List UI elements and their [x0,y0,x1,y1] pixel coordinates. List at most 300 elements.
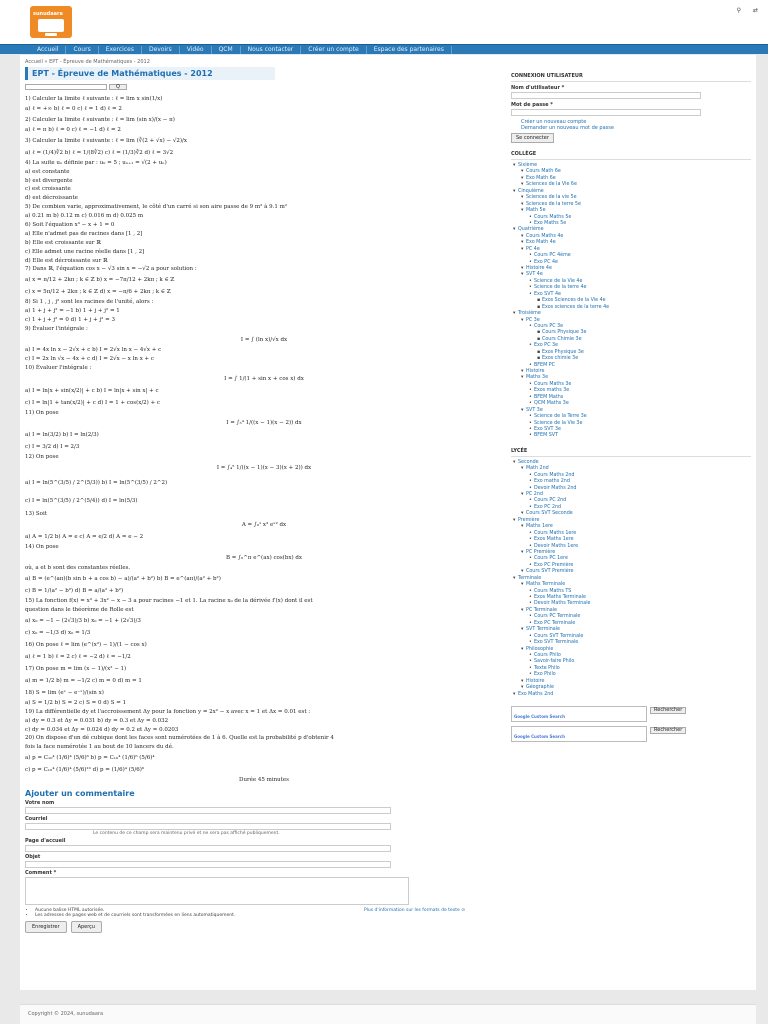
tree-item-label: Devoir Maths Terminale [534,601,591,607]
content-search [25,84,503,90]
exam-line: 14) On pose [25,544,59,551]
tree-expand-icon: ▾ [521,246,524,252]
tree-expand-icon: ▾ [521,201,524,207]
college-tree [511,163,751,440]
tree-item-label: Science de la Vie 3e [534,420,583,426]
tree-item-label: Exo SVT 3e [534,426,561,432]
tree-expand-icon: ▾ [521,607,524,613]
exam-line: b) est divergente [25,177,73,184]
tree-item[interactable] [511,433,751,439]
bullet-icon: • [529,381,532,387]
exam-line: c) Elle admet une racine réelle dans [1 , 2] [25,248,145,255]
tree-item-label: Exos Sciences de la Vie 4e [542,298,606,304]
tree-item-label: Exo PC 4e [534,259,558,265]
search-input[interactable] [25,84,107,90]
exam-line: 15) La fonction f(x) = x³ + 3x² − x − 3 a pour racines −1 et 1. La racine x₀ de la dérivée f′(x) dont il est [25,598,313,605]
bullet-icon: • [529,640,532,646]
bullet-icon: ▪ [537,304,541,310]
search-icon[interactable]: ⚲ [736,7,742,14]
bullet-icon: • [529,343,532,349]
exam-line: b) Elle est croissante sur ℝ [25,239,101,246]
tree-item-label: Exo SVT 4e [534,291,561,297]
exam-line: a) ℓ = (1/4)∛2 b) ℓ = 1/(8∛2) c) ℓ = (1/3)∛2 d) ℓ = 3√2 [25,149,174,156]
bullet-icon: ▪ [537,330,541,336]
exam-line: c) 1 + j + j² = 0 d) 1 + j + j² = 3 [25,317,115,324]
tree-item-label: Cours Physique 3e [542,330,587,336]
tree-item-label: Exo PC Terminale [534,620,576,626]
exam-line: a) dy = 0.3 et Δy = 0.031 b) dy = 0.3 et Δy = 0.032 [25,717,169,724]
tree-item-label: Sciences de la terre 5e [526,201,582,207]
lycee-block [511,448,751,698]
exam-content [25,93,503,785]
exam-line: c) I = ln(5^(3/5) / 2^(5/4)) d) I = ln(5/3) [25,498,138,505]
logo-stand-shape [45,33,57,36]
exam-line: I = ∫ 1/(1 + sin x + cos x) dx [224,375,304,382]
lycee-tree [511,460,751,698]
tree-item-label: Cours PC Terminale [534,614,581,620]
exam-line: 7) Dans ℝ, l'équation cos x − √3 sin x = −√2 a pour solution : [25,266,197,273]
bullet-icon: • [529,652,532,658]
tree-item-label: Maths 1ere [526,524,553,530]
custom-search-input[interactable] [511,706,647,722]
nav-item-exercices[interactable]: Exercices [99,46,142,54]
bullet-icon: • [529,259,532,265]
page-container [20,55,756,990]
exam-line: 17) On pose m = lim (x − 1)/(x² − 1) [25,665,127,672]
tree-expand-icon: ▾ [521,195,524,201]
tree-item-label: Maths Terminale [526,582,566,588]
exam-line: 11) On pose [25,409,59,416]
tree-item-label: Cours PC 3e [534,323,564,329]
tree-item-label: Sciences de la vie 5e [526,195,577,201]
bullet-icon: • [529,543,532,549]
username-label: Nom d'utilisateur * [511,85,565,91]
bullet-icon: • [529,285,532,291]
tree-item-label: Exos Maths 1ere [534,537,574,543]
tree-expand-icon: ▾ [521,646,524,652]
exam-line: 18) S = lim (eˣ − e⁻ˣ)/(sin x) [25,689,104,696]
password-label: Mot de passe * [511,102,553,108]
homepage-field[interactable] [25,845,391,852]
exam-line: a) 0.21 m b) 0.12 m c) 0.016 m d) 0.025 m [25,213,144,220]
tree-item-label: Troisième [518,311,541,317]
tree-expand-icon: ▾ [521,317,524,323]
save-button[interactable]: Enregistrer [25,921,67,933]
exam-line: a) ℓ = +∞ b) ℓ = 0 c) ℓ = 1 d) ℓ = 2 [25,106,122,112]
login-title: CONNEXION UTILISATEUR [511,73,751,82]
tree-item-label: Exo Philo [534,672,556,678]
tree-item-label: PC Première [526,549,556,555]
page-title: EPT - Épreuve de Mathématiques - 2012 [25,67,275,80]
comment-form [25,789,503,933]
tree-item-label: Devoir Maths 2nd [534,485,577,491]
tree-item-label: Exo Maths 2nd [518,691,554,697]
tree-item-label: Math 5e [526,208,546,214]
tree-expand-icon: ▾ [513,311,516,317]
tree-item-label: Cours Math 6e [526,169,561,175]
exam-line: question dans le théorème de Rolle est [25,606,134,613]
tree-item-label: PC 4e [526,246,540,252]
exam-line: fois la face numérotée 1 au bout de 10 lancers du dé. [25,744,174,751]
exam-line: I = ∫₄⁵ 1/((x − 1)(x − 3)(x + 2)) dx [216,465,312,472]
format-tip: • Les adresses de pages web et de courriels sont transformées en liens automatiquement. [35,913,235,918]
bullet-icon: ▪ [537,298,541,304]
nav-item-devoirs[interactable]: Devoirs [142,46,180,54]
exam-line: d) est décroissante [25,195,78,202]
tree-expand-icon: ▾ [521,492,524,497]
lycee-title: LYCÉE [511,448,751,457]
tree-expand-icon: ▾ [521,549,524,555]
bullet-icon: • [529,401,532,407]
tree-expand-icon: ▾ [521,169,524,175]
custom-search-2 [511,726,751,742]
custom-search-input[interactable] [511,726,647,742]
nav-item-contact[interactable]: Nous contacter [241,46,302,54]
login-block [511,73,751,143]
comment-label: Comment * [25,870,57,877]
tree-item-label: Terminale [518,575,542,581]
exam-line: a) p = C₁₀⁴ (1/6)⁴ (5/6)⁶ b) p = C₁₀⁴ (1/6)⁶ (5/6)⁴ [25,755,155,762]
exam-line: a) ℓ = 1 b) ℓ = 2 c) ℓ = −2 d) ℓ = −1/2 [25,653,131,660]
tree-item-label: Cours Maths TS [534,588,572,594]
google-logo: Google Custom Search [514,714,565,719]
bullet-icon: • [529,485,532,491]
tree-item-label: Cours Chimie 3e [542,336,582,342]
tree-item-label: Savoir-faire Philo [534,659,575,665]
tree-item-label: SVT Terminale [526,627,561,633]
nav-item-accueil[interactable]: Accueil [30,46,66,54]
exam-line: c) est croissante [25,186,71,193]
exam-line: a) x₀ = −1 − (2√3)/3 b) x₀ = −1 + (2√3)/3 [25,617,141,624]
tree-expand-icon: ▾ [521,182,524,188]
request-password-link[interactable]: Demander un nouveau mot de passe [521,125,614,131]
share-icon[interactable]: ⇄ [752,7,758,14]
exam-line: c) I = ln|1 + tan(x/2)| + c d) I = 1 + cos(x/2) + c [25,399,161,406]
tree-item-label: Cinquième [518,188,544,194]
tree-item-label: Cours Maths 5e [534,214,572,220]
exam-line: 19) La différentielle dy et l'accroissement Δy pour la fonction y = 2x² − x avec x = 1 et Δx = 0.01 est : [25,708,311,715]
name-label: Votre nom [25,800,55,807]
bullet-icon: • [529,388,532,394]
tree-expand-icon: ▾ [521,266,524,271]
format-tip: • Aucune balise HTML autorisée. [35,908,235,913]
tree-item-label: Texte Philo [534,665,560,671]
exam-line: 4) La suite uₙ définie par : u₀ = 5 ; uₙ₊₁ = √(2 + uₙ) [25,159,167,166]
bullet-icon: • [529,394,532,400]
nav-list [30,46,452,54]
tree-item-label: Histoire 4e [526,266,552,271]
exam-line: Durée 45 minutes [239,777,289,784]
exam-line: a) A = 1/2 b) A = e c) A = e/2 d) A = e − 2 [25,534,144,541]
bullet-icon: • [529,556,532,562]
tree-item-label: Géographie [526,685,554,691]
password-field[interactable] [511,109,701,116]
exam-line: c) p = C₁₀⁴ (1/6)⁴ (5/6)¹⁰ d) p = (1/6)⁴ (5/6)⁶ [25,767,145,774]
form-buttons [25,921,503,933]
bullet-icon: • [529,426,532,432]
nav-item-create-account[interactable]: Créer un compte [301,46,366,54]
exam-line: a) B = (e^(aπ)(b sin b + a cos b) − a)/(a² + b²) b) B = e^(aπ)/(a² + b²) [25,576,221,583]
exam-line: a) I = 4x ln x − 2√x + c b) I = 2√x ln x − 4√x + c [25,346,162,353]
bullet-icon: • [529,278,532,284]
tree-item-label: Exo PC Première [534,562,574,568]
main-content [25,59,503,933]
tree-expand-icon: ▾ [521,685,524,691]
tree-item-label: Sixième [518,163,538,168]
exam-line: 8) Si 1 , j , j² sont les racines de l'unité, alors : [25,299,154,306]
tree-item-label: Sciences de la Vie 6e [526,182,577,188]
bullet-icon: • [529,672,532,678]
tree-item-label: Quatrième [518,227,544,233]
breadcrumb[interactable]: Accueil » EPT - Épreuve de Mathématiques - 2012 [25,59,150,65]
bullet-icon: • [529,220,532,226]
nav-item-cours[interactable]: Cours [66,46,98,54]
tree-item-label: Exos chimie 3e [542,356,579,362]
tree-expand-icon: ▾ [513,517,516,523]
exam-line: 13) Soit [25,511,47,518]
tree-item-label: Histoire [526,678,545,684]
bullet-icon: ▪ [537,336,541,342]
bullet-icon: ▪ [537,356,541,362]
tree-expand-icon: ▾ [513,227,516,233]
tree-item-label: Cours Maths 1ere [534,530,577,536]
tree-item-label: Math 2nd [526,466,549,472]
tree-expand-icon: ▾ [521,524,524,530]
footer-copyright: Copyright © 2024, sunudaara [28,1011,104,1017]
bullet-icon: • [529,659,532,665]
tree-item-label: Cours SVT Seconde [526,511,573,517]
search-button[interactable]: Q [109,84,127,90]
bullet-icon: • [529,472,532,478]
tree-expand-icon: ▾ [513,163,516,168]
tree-item-label: Science de la Vie 4e [534,278,583,284]
tree-item-label: Cours PC 2nd [534,498,567,504]
exam-line: 6) Soit l'équation x³ − x + 1 = 0 [25,222,115,229]
exam-line: a) I = ln(3/2) b) I = ln(2/3) [25,432,99,439]
college-title: COLLÈGE [511,151,751,160]
homepage-label: Page d'accueil [25,838,66,845]
tree-item-label: Cours SVT Terminale [534,633,584,639]
bullet-icon: • [529,214,532,220]
bullet-icon: • [529,601,532,607]
format-tips-list [35,908,235,918]
tree-item-label: SVT 4e [526,272,543,278]
exam-line: a) S = 1/2 b) S = 2 c) S = 0 d) S = 1 [25,699,127,706]
tree-item-label: Cours Maths 4e [526,233,564,239]
login-button[interactable]: Se connecter [511,133,554,143]
tree-expand-icon: ▾ [521,175,524,181]
exam-line: 2) Calculer la limite ℓ suivante : ℓ = lim (sin x)/(x − π) [25,116,175,123]
username-field[interactable] [511,92,701,99]
nav-item-video[interactable]: Vidéo [180,46,212,54]
bullet-icon: • [529,633,532,639]
exam-line: a) x = π/12 + 2kπ ; k ∈ ℤ b) x = −7π/12 + 2kπ ; k ∈ ℤ [25,277,175,284]
tree-expand-icon: ▾ [521,627,524,633]
exam-line: a) I = ln(5^(3/5) / 2^(5/3)) b) I = ln(5^(3/5) / 2^2) [25,480,168,487]
exam-line: c) x₀ = −1/3 d) x₀ = 1/3 [25,629,91,636]
format-info-link[interactable]: Plus d'information sur les formats de texte ⊙ [363,908,465,914]
exam-line: I = ∫₃⁴ 1/((x − 1)(x − 2)) dx [226,420,302,427]
custom-search-1 [511,706,751,722]
tree-item-label: Devoir Maths 1ere [534,543,579,549]
bullet-icon: • [529,620,532,626]
exam-line: 12) On pose [25,454,59,461]
exam-line: 20) On dispose d'un dé cubique dont les faces sont numérotées de 1 à 6. Quelle est la probabilité p d'obtenir 4 [25,735,334,742]
tree-item-label: Histoire [526,369,545,374]
tree-item[interactable] [511,692,751,698]
tree-item-label: Cours Philo [534,652,561,658]
tree-item-label: BFEM PC [534,362,555,368]
bullet-icon: • [529,595,532,600]
tree-item-label: Exo PC 3e [534,343,558,349]
bullet-icon: • [529,323,532,329]
exam-line: a) Elle n'admet pas de racines dans [1 , 2] [25,230,143,237]
tree-item-label: SVT 3e [526,407,543,413]
custom-search-button[interactable]: Rechercher [650,707,686,714]
bullet-icon: • [529,498,532,504]
name-field[interactable] [25,807,391,814]
tree-item-label: Exos Maths Terminale [534,595,586,600]
tree-item-label: Exos sciences de la terre 4e [542,304,610,310]
tree-expand-icon: ▾ [521,511,524,517]
comments-heading: Ajouter un commentaire [25,789,135,799]
tree-expand-icon: ▾ [521,240,524,246]
exam-line: 3) Calculer la limite ℓ suivante : ℓ = lim (∛(2 + √x) − √2)/x [25,137,187,144]
exam-line: a) 1 + j + j² = −1 b) 1 + j + j² = 1 [25,308,120,315]
tree-item-label: PC 2nd [526,492,543,497]
tree-item-label: BFEM SVT [534,433,559,439]
tree-item-label: PC 3e [526,317,540,323]
exam-line: c) B = 1/(a² − b²) d) B = a/(a² + b²) [25,588,124,595]
tree-item-label: Exo Math 6e [526,175,556,181]
bullet-icon: • [529,504,532,510]
login-links [521,119,751,131]
bullet-icon: • [529,530,532,536]
tree-expand-icon: ▾ [513,459,516,465]
bullet-icon: • [529,588,532,594]
tree-item-label: Seconde [518,459,539,465]
tree-expand-icon: ▾ [513,188,516,194]
exam-line: c) dy = 0.034 et Δy = 0.024 d) dy = 0.2 et Δy = 0.0203 [25,726,179,733]
exam-line: 16) On pose ℓ = lim (e^(x²) − 1)/(1 − cos x) [25,641,147,648]
exam-line: c) I = 3/2 d) I = 2/3 [25,444,80,451]
bullet-icon: • [529,479,532,485]
tree-item-label: Exo Math 4e [526,240,556,246]
tree-item-label: Maths 3e [526,375,549,381]
tree-expand-icon: ▾ [513,575,516,581]
tree-item-label: Exo Maths 5e [534,220,567,226]
tree-expand-icon: ▾ [521,208,524,214]
tree-expand-icon: ▾ [521,582,524,588]
tree-item-label: Exo maths 2nd [534,479,570,485]
tree-item-label: Exos maths 3e [534,388,570,394]
main-nav [0,44,768,54]
tree-expand-icon: ▾ [521,407,524,413]
subject-label: Objet [25,854,41,861]
tree-expand-icon: ▾ [521,466,524,472]
email-field[interactable] [25,823,391,830]
create-account-link[interactable]: Créer un nouveau compte [521,119,587,125]
bullet-icon: • [529,291,532,297]
email-label: Courriel [25,816,48,823]
exam-line: c) I = 2x ln √x − 4x + c d) I = 2√x − x ln x + c [25,355,154,362]
bullet-icon: • [529,420,532,426]
google-logo: Google Custom Search [514,734,565,739]
tree-expand-icon: ▾ [521,375,524,381]
bullet-icon: • [529,562,532,568]
exam-line: d) Elle est décroissante sur ℝ [25,257,108,264]
tree-expand-icon: ▾ [521,569,524,575]
bullet-icon: • [529,414,532,420]
college-block [511,151,751,440]
tree-expand-icon: ▾ [521,369,524,374]
tree-item-label: QCM Maths 3e [534,401,569,407]
bullet-icon: ▪ [537,349,541,355]
tree-expand-icon: ▾ [513,691,516,697]
tree-item-label: Science de la Terre 3e [534,414,587,420]
subject-field[interactable] [25,861,391,868]
logo-text: sunudaara [33,11,63,17]
exam-line: B = ∫₀^π e^(ax) cos(bx) dx [226,555,302,562]
tree-item-label: BFEM Maths [534,394,564,400]
bullet-icon: • [529,433,532,439]
tree-item-label: Exo PC 2nd [534,504,562,510]
bullet-icon: • [529,537,532,543]
nav-item-qcm[interactable]: QCM [212,46,241,54]
exam-line: où, a et b sont des constantes réelles. [25,565,131,572]
exam-line: a) est constante [25,168,70,175]
tree-item-label: Exo SVT Terminale [534,640,579,646]
site-logo[interactable] [30,6,72,38]
tree-item-label: Cours PC 1ere [534,556,568,562]
tree-item-label: Cours Maths 2nd [534,472,575,478]
site-header [0,0,768,44]
tree-item-label: Cours Maths 3e [534,381,572,387]
tree-item-label: Philosophie [526,646,554,652]
sidebar [511,73,751,746]
bullet-icon: • [529,362,532,368]
exam-line: a) I = ln|x + sin(x/2)| + c b) I = ln|x + sin x| + c [25,387,159,394]
exam-line: c) x = 5π/12 + 2kπ ; k ∈ ℤ d) x = −π/6 + 2kπ ; k ∈ ℤ [25,289,171,296]
exam-line: a) m = 1/2 b) m = −1/2 c) m = 0 d) m = 1 [25,677,142,684]
tree-item-label: Exos Physique 3e [542,349,584,355]
tree-expand-icon: ▾ [521,233,524,239]
exam-line: 10) Évaluer l'intégrale : [25,364,92,371]
tree-item-label: PC Terminale [526,607,557,613]
exam-line: a) ℓ = π b) ℓ = 0 c) ℓ = −1 d) ℓ = 2 [25,126,121,133]
tree-item-label: Cours PC 4ème [534,253,571,259]
logo-screen-shape [38,19,64,32]
tree-item-label: Science de la terre 4e [534,285,587,291]
bullet-icon: • [529,665,532,671]
tree-expand-icon: ▾ [521,678,524,684]
email-description: Le contenu de ce champ sera maintenu privé et ne sera pas affiché publiquement. [93,831,280,837]
exam-line: A = ∫₀¹ x³ eˣ² dx [241,522,287,529]
nav-item-partners[interactable]: Espace des partenaires [367,46,452,54]
tree-expand-icon: ▾ [521,272,524,278]
exam-line: I = ∫ (ln x)/√x dx [240,336,288,343]
exam-line: 9) Évaluer l'intégrale : [25,326,88,333]
custom-search-button[interactable]: Rechercher [650,727,686,734]
bullet-icon: • [529,614,532,620]
site-footer [20,1004,756,1024]
preview-button[interactable]: Aperçu [71,921,103,933]
exam-line: 5) De combien varie, approximativement, le côté d'un carré si son aire passe de 9 m² à 9.1 m² [25,204,288,211]
tree-item-label: Première [518,517,540,523]
top-icons [727,7,758,14]
format-tips [25,908,465,918]
comment-textarea[interactable] [25,877,409,905]
